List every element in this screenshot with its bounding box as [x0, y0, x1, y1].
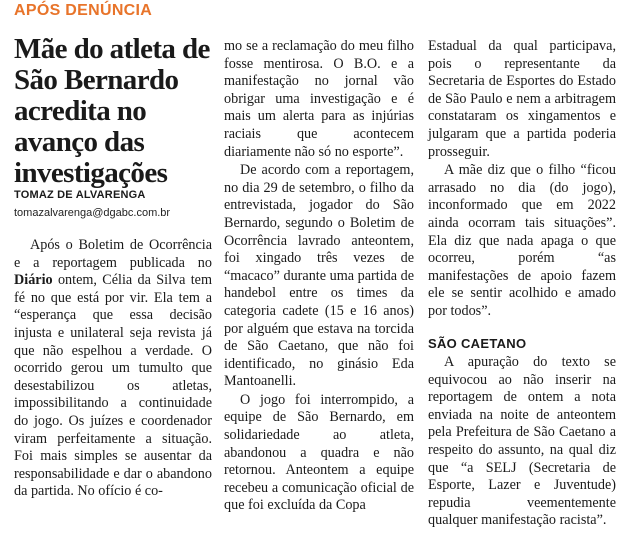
section-kicker: APÓS DENÚNCIA: [14, 2, 153, 19]
headline: Mãe do atleta de São Bernardo acredita no avanço das investigações: [14, 33, 210, 189]
article-column-2: [224, 38, 414, 515]
subhead: SÃO CAETANO: [428, 335, 527, 351]
paragraph: A mãe diz que o filho “ficou arrasado no dia (do jogo), inconformado que em 2022 ainda ocorram tais situações”. Ela diz que nada apaga o que ocorreu, porém “as manifestações de apoio fazem ele se sentir acolhido e amado por todos”.: [428, 162, 616, 319]
paragraph: Estadual da qual participava, pois o representante da Secretaria de Esportes do Estado de São Paulo e nem a arbitragem constataram os xingamentos e julgaram que a partida poderia prosseguir.: [428, 38, 616, 160]
article-column-1: [14, 237, 212, 501]
article-column-3: [428, 38, 616, 530]
paragraph: A apuração do texto se equivocou ao não inserir na reportagem de ontem a nota enviada na noite de anteontem pela Prefeitura de São Caetano a respeito do assunto, na qual diz que “a SELJ (Secretaria de Esporte, Lazer e Juventude) repudia veementemente qualquer manifestação racista”.: [428, 354, 616, 529]
newspaper-name: Diário: [14, 272, 53, 289]
paragraph: Após o Boletim de Ocorrência e a reportagem publicada no Diário ontem, Célia da Silva tem fé no que está por vir. Ela tem a “esperança que essa decisão injusta e unilateral seja revista já que não espelhou a verdade. O ocorrido gerou um tumulto que desestabilizou os atletas, impossibilitando a continuidade do jogo. Os juízes e coordenador viram perfeitamente a situação. Foi mais simples se ausentar da responsabilidade e dar o abandono da partida. No ofício é co-: [14, 237, 212, 500]
paragraph: mo se a reclamação do meu filho fosse mentirosa. O B.O. e a manifestação no jornal vão obrigar uma investigação e é mais um alerta para as injúrias raciais que acontecem diariamente não só no esporte”.: [224, 38, 414, 160]
paragraph: De acordo com a reportagem, no dia 29 de setembro, o filho da entrevistada, jogador do São Bernardo, segundo o Boletim de Ocorrência lavrado anteontem, foi xingado três vezes de “macaco” durante uma partida de handebol entre os times da categoria cadete (15 e 16 anos) por alguém que estava na torcida de São Caetano, que não foi identificado, no ginásio Eda Mantoanelli.: [224, 162, 414, 390]
author-byline: TOMAZ DE ALVARENGA: [14, 189, 146, 201]
author-email[interactable]: tomazalvarenga@dgabc.com.br: [14, 207, 171, 219]
paragraph: O jogo foi interrompido, a equipe de São Bernardo, em solidariedade ao atleta, abandonou a quadra e não retornou. Anteontem a equipe recebeu a comunicação oficial de que foi excluída da Copa: [224, 391, 414, 514]
